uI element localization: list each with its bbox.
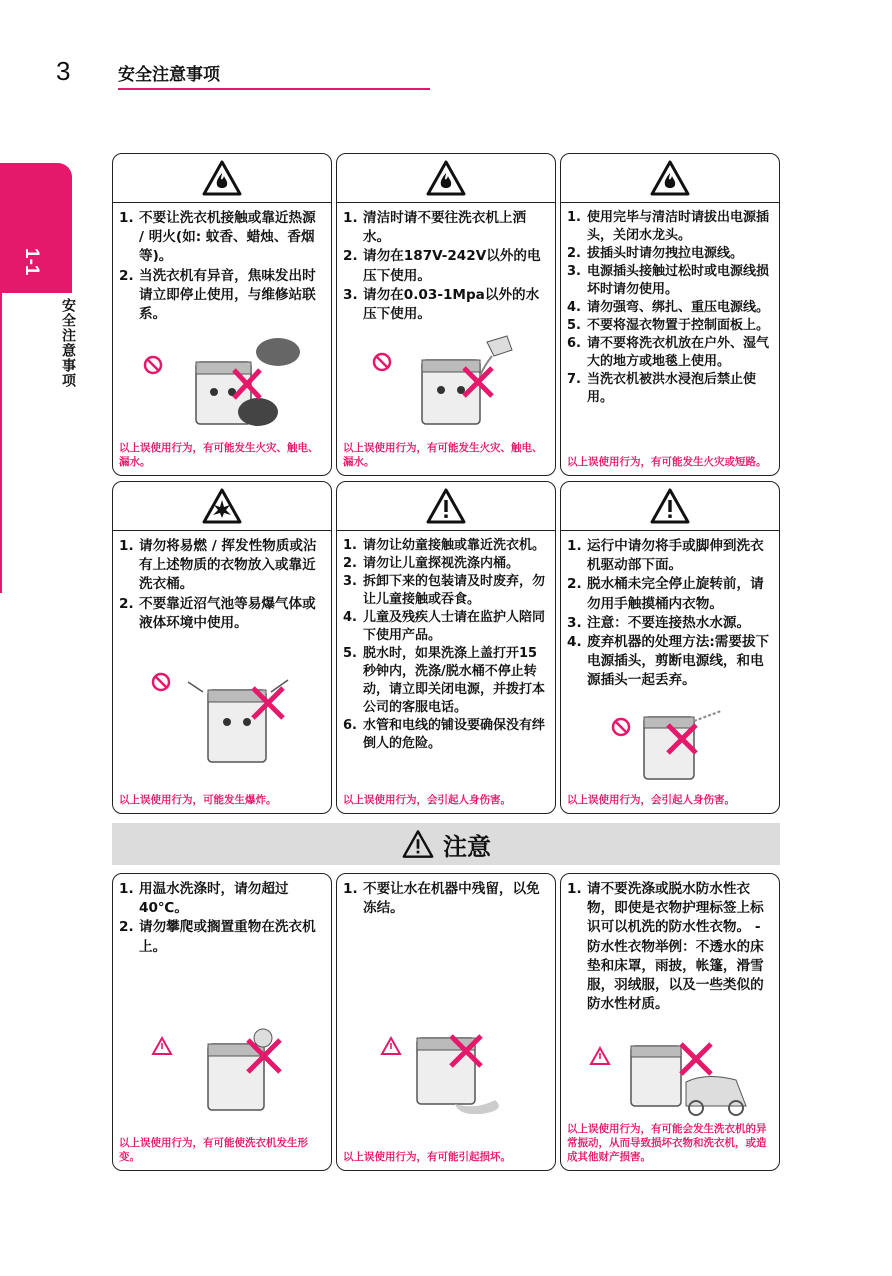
caution-footer: 以上误使用行为，有可能引起损坏。 (343, 1151, 511, 1163)
list-item: 4. 废弃机器的处理方法:需要拔下电源插头，剪断电源线，和电源插头一起丢弃。 (567, 634, 770, 689)
page-title: 安全注意事项 (118, 60, 430, 90)
caution-warning-icon (425, 487, 467, 525)
list-item: 4. 请勿强弯、绑扎、重压电源线。 (567, 300, 770, 315)
list-item: 1. 不要让水在机器中残留，以免冻结。 (343, 881, 540, 917)
washer-freeze-illustration (377, 1024, 537, 1114)
fire-warning-icon (425, 159, 467, 197)
list-item: 5. 不要将湿衣物置于控制面板上。 (567, 318, 770, 333)
warning-footer: 以上误使用行为，有可能发生火灾、触电、漏水。 (119, 442, 319, 468)
caution-card-3 (560, 873, 780, 1171)
list-item: 1. 请勿将易燃 / 挥发性物质或沾有上述物质的衣物放入或靠近洗衣桶。 (119, 538, 317, 593)
list-item: 2. 请勿攀爬或搁置重物在洗衣机上。 (119, 919, 316, 955)
list-item: 3. 注意：不要连接热水水源。 (567, 614, 751, 631)
fire-warning-icon (649, 159, 691, 197)
section-number: 1-1 (21, 248, 42, 276)
list-item: 6. 水管和电线的铺设要确保没有绊倒人的危险。 (343, 718, 546, 751)
warning-card-6 (560, 481, 780, 814)
washer-raincoat-illustration (586, 1042, 766, 1117)
list-item: 6. 请不要将洗衣机放在户外、湿气大的地方或地毯上使用。 (567, 336, 770, 369)
caution-warning-icon (649, 487, 691, 525)
list-item: 2. 请勿让儿童探视洗涤内桶。 (343, 556, 520, 571)
warning-footer: 以上误使用行为，可能发生爆炸。 (119, 794, 277, 806)
list-item: 1. 清洁时请不要往洗衣机上洒水。 (343, 210, 527, 246)
warning-card-4 (112, 481, 332, 814)
list-item: 5. 脱水时，如果洗涤上盖打开15秒钟内，洗涤/脱水桶不停止转动，请立即关闭电源，并拨打本公司的客服电话。 (343, 646, 546, 715)
washer-fire-illustration (138, 332, 308, 432)
list-item: 2. 请勿在187V-242V以外的电压下使用。 (343, 248, 541, 284)
caution-card-2 (336, 873, 556, 1171)
list-item: 2. 脱水桶未完全停止旋转前，请勿用手触摸桶内衣物。 (567, 576, 764, 612)
section-label: 安全注意事项 (60, 298, 76, 388)
list-item: 1. 运行中请勿将手或脚伸到洗衣机驱动部下面。 (567, 538, 764, 574)
list-item: 3. 拆卸下来的包装请及时废弃，勿让儿童接触或吞食。 (343, 574, 546, 607)
warning-card-1 (112, 153, 332, 476)
warning-footer: 以上误使用行为，会引起人身伤害。 (343, 794, 511, 806)
list-item: 1. 使用完毕与清洁时请拔出电源插头，关闭水龙头。 (567, 210, 770, 243)
warning-footer: 以上误使用行为，有可能发生火灾、触电、漏水。 (343, 442, 543, 468)
list-item: 1. 请勿让幼童接触或靠近洗衣机。 (343, 538, 546, 553)
list-item: 7. 当洗衣机被洪水浸泡后禁止使用。 (567, 372, 757, 405)
list-item: 1. 不要让洗衣机接触或靠近热源 / 明火(如: 蚊香、蜡烛、香烟等)。 (119, 210, 316, 265)
list-item: 4. 儿童及残疾人士请在监护人陪同下使用产品。 (343, 610, 546, 643)
list-item: 3. 电源插头接触过松时或电源线损坏时请勿使用。 (567, 264, 770, 297)
list-item: 1. 请不要洗涤或脱水防水性衣物，即使是衣物护理标签上标识可以机洗的防水性衣物。 -防水性衣物举例：不透水的床垫和床罩，雨披，帐篷，滑雪服，羽绒服，以及一些类似的防水性材质。 (567, 881, 764, 1013)
list-item: 1. 用温水洗涤时，请勿超过40℃。 (119, 881, 289, 917)
caution-banner (112, 823, 780, 865)
washer-hand-illustration (606, 707, 771, 782)
section-line (0, 293, 2, 593)
warning-footer: 以上误使用行为，会引起人身伤害。 (567, 794, 735, 806)
list-item: 2. 当洗衣机有异音，焦味发出时请立即停止使用，与维修站联系。 (119, 267, 316, 323)
warning-card-2 (336, 153, 556, 476)
caution-card-1 (112, 873, 332, 1171)
fire-warning-icon (201, 159, 243, 197)
warning-card-5 (336, 481, 556, 814)
caution-footer: 以上误使用行为，有可能会发生洗衣机的异常振动，从而导致损坏衣物和洗衣机，或造成其他财产损害。 (567, 1123, 767, 1163)
warning-footer: 以上误使用行为，有可能发生火灾或短路。 (567, 456, 767, 468)
caution-footer: 以上误使用行为，有可能使洗衣机发生形变。 (119, 1137, 308, 1163)
explosion-warning-icon (201, 487, 243, 525)
warning-card-3 (560, 153, 780, 476)
washer-explosion-illustration (143, 662, 308, 772)
list-item: 2. 不要靠近沼气池等易爆气体或液体环境中使用。 (119, 595, 316, 631)
list-item: 3. 请勿在0.03-1Mpa以外的水压下使用。 (343, 286, 540, 323)
washer-water-illustration (362, 332, 532, 432)
caution-warning-icon (401, 829, 435, 859)
washer-climb-illustration (148, 1024, 308, 1114)
page-number: 3 (56, 56, 71, 86)
list-item: 2. 拔插头时请勿拽拉电源线。 (567, 246, 744, 261)
caution-label: 注意 (443, 832, 491, 861)
